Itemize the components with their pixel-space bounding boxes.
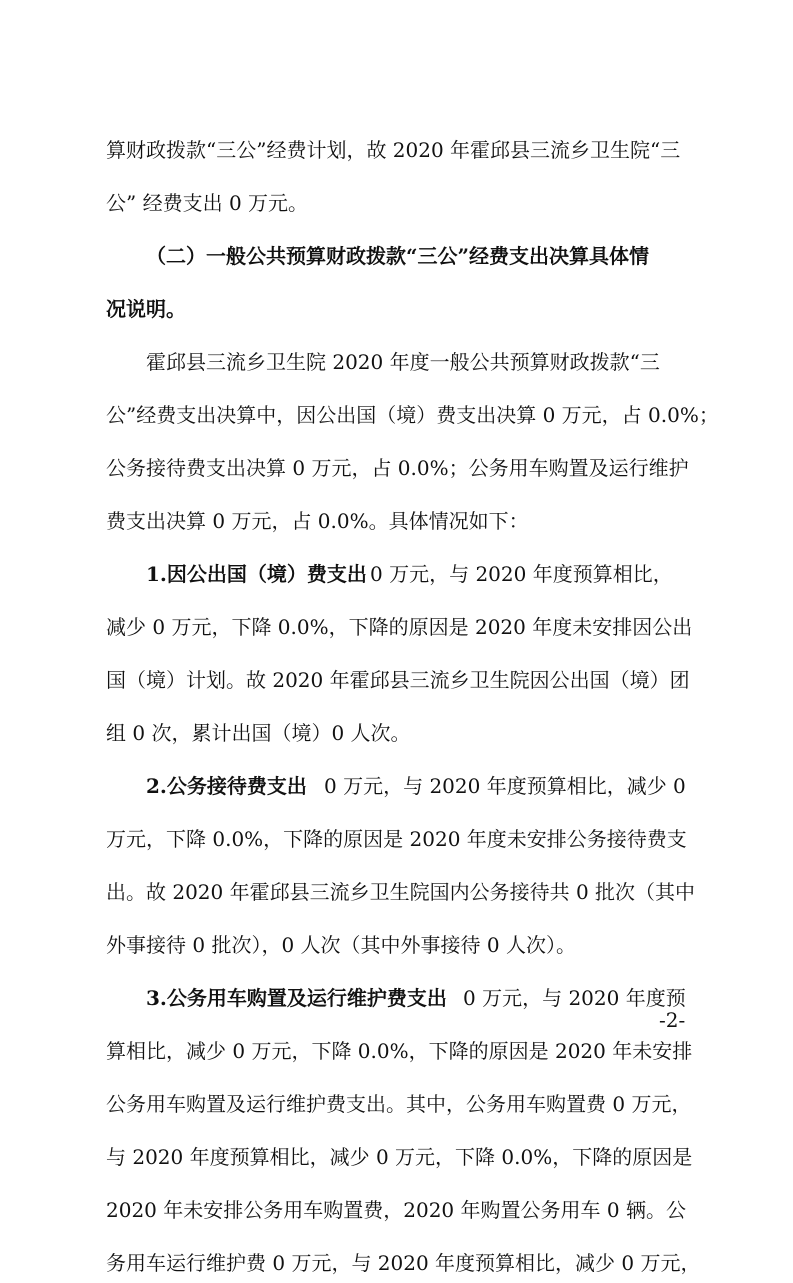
section-heading: （二）一般公共预算财政拨款“三公”经费支出决算具体情: [146, 244, 650, 268]
text-line: [0, 713, 793, 753]
text-line: [0, 448, 793, 488]
text-line-content: 外事接待 0 批次），0 人次（其中外事接待 0 人次）。: [106, 933, 576, 957]
text-line: [0, 1137, 793, 1177]
text-line-content: 算财政拨款“三公”经费计划，故 2020 年霍邱县三流乡卫生院“三: [106, 138, 681, 162]
text-line-content: 减少 0 万元，下降 0.0%，下降的原因是 2020 年度未安排因公出: [106, 615, 693, 639]
text-line-content: 与 2020 年度预算相比，减少 0 万元，下降 0.0%，下降的原因是: [106, 1145, 693, 1169]
text-line-content: 务用车运行维护费 0 万元，与 2020 年度预算相比，减少 0 万元，: [106, 1251, 701, 1275]
text-line-content: 算相比，减少 0 万元，下降 0.0%，下降的原因是 2020 年未安排: [106, 1039, 693, 1063]
text-line: [0, 395, 793, 435]
text-line-content: 组 0 次，累计出国（境）0 人次。: [106, 721, 411, 745]
text-line-content: 万元，下降 0.0%，下降的原因是 2020 年度未安排公务接待费支: [106, 827, 687, 851]
text-line-content: 公”经费支出决算中，因公出国（境）费支出决算 0 万元，占 0.0%；: [106, 403, 719, 427]
subsection-title: 2.公务接待费支出: [146, 774, 307, 798]
subsection-title: 3.公务用车购置及运行维护费支出: [146, 986, 447, 1010]
text-line: [0, 342, 793, 382]
text-line: [0, 130, 793, 170]
text-line: [0, 1190, 793, 1230]
text-line: [0, 1084, 793, 1124]
subsection-text: 0 万元，与 2020 年度预: [463, 986, 686, 1010]
section-heading-continuation: 况说明。: [106, 297, 186, 321]
text-line: [0, 607, 793, 647]
subsection-title: 1.因公出国（境）费支出: [146, 562, 367, 586]
text-line: [0, 872, 793, 912]
section-heading-line: [0, 236, 793, 276]
text-line-content: 2020 年未安排公务用车购置费，2020 年购置公务用车 0 辆。公: [106, 1198, 686, 1222]
subsection-text: 0 万元，与 2020 年度预算相比，: [370, 562, 673, 586]
section-heading-line: [0, 289, 793, 329]
text-line: [0, 183, 793, 223]
text-line-content: 公” 经费支出 0 万元。: [106, 191, 309, 215]
text-line-content: 霍邱县三流乡卫生院 2020 年度一般公共预算财政拨款“三: [146, 350, 660, 374]
subsection-line: [0, 554, 793, 594]
text-line-content: 费支出决算 0 万元，占 0.0%。具体情况如下：: [106, 509, 529, 533]
page-number: -2-: [659, 1008, 686, 1032]
text-line-content: 国（境）计划。故 2020 年霍邱县三流乡卫生院因公出国（境）团: [106, 668, 690, 692]
text-line: [0, 819, 793, 859]
text-line-content: 公务用车购置及运行维护费支出。其中，公务用车购置费 0 万元，: [106, 1092, 692, 1116]
subsection-line: [0, 766, 793, 806]
subsection-text: 0 万元，与 2020 年度预算相比，减少 0: [324, 774, 686, 798]
text-line: [0, 1243, 793, 1283]
text-line: [0, 501, 793, 541]
text-line: [0, 925, 793, 965]
page-footer: [0, 1000, 793, 1040]
text-line-content: 公务接待费支出决算 0 万元，占 0.0%；公务用车购置及运行维护: [106, 456, 689, 480]
text-line: [0, 660, 793, 700]
text-line-content: 出。故 2020 年霍邱县三流乡卫生院国内公务接待共 0 批次（其中: [106, 880, 696, 904]
